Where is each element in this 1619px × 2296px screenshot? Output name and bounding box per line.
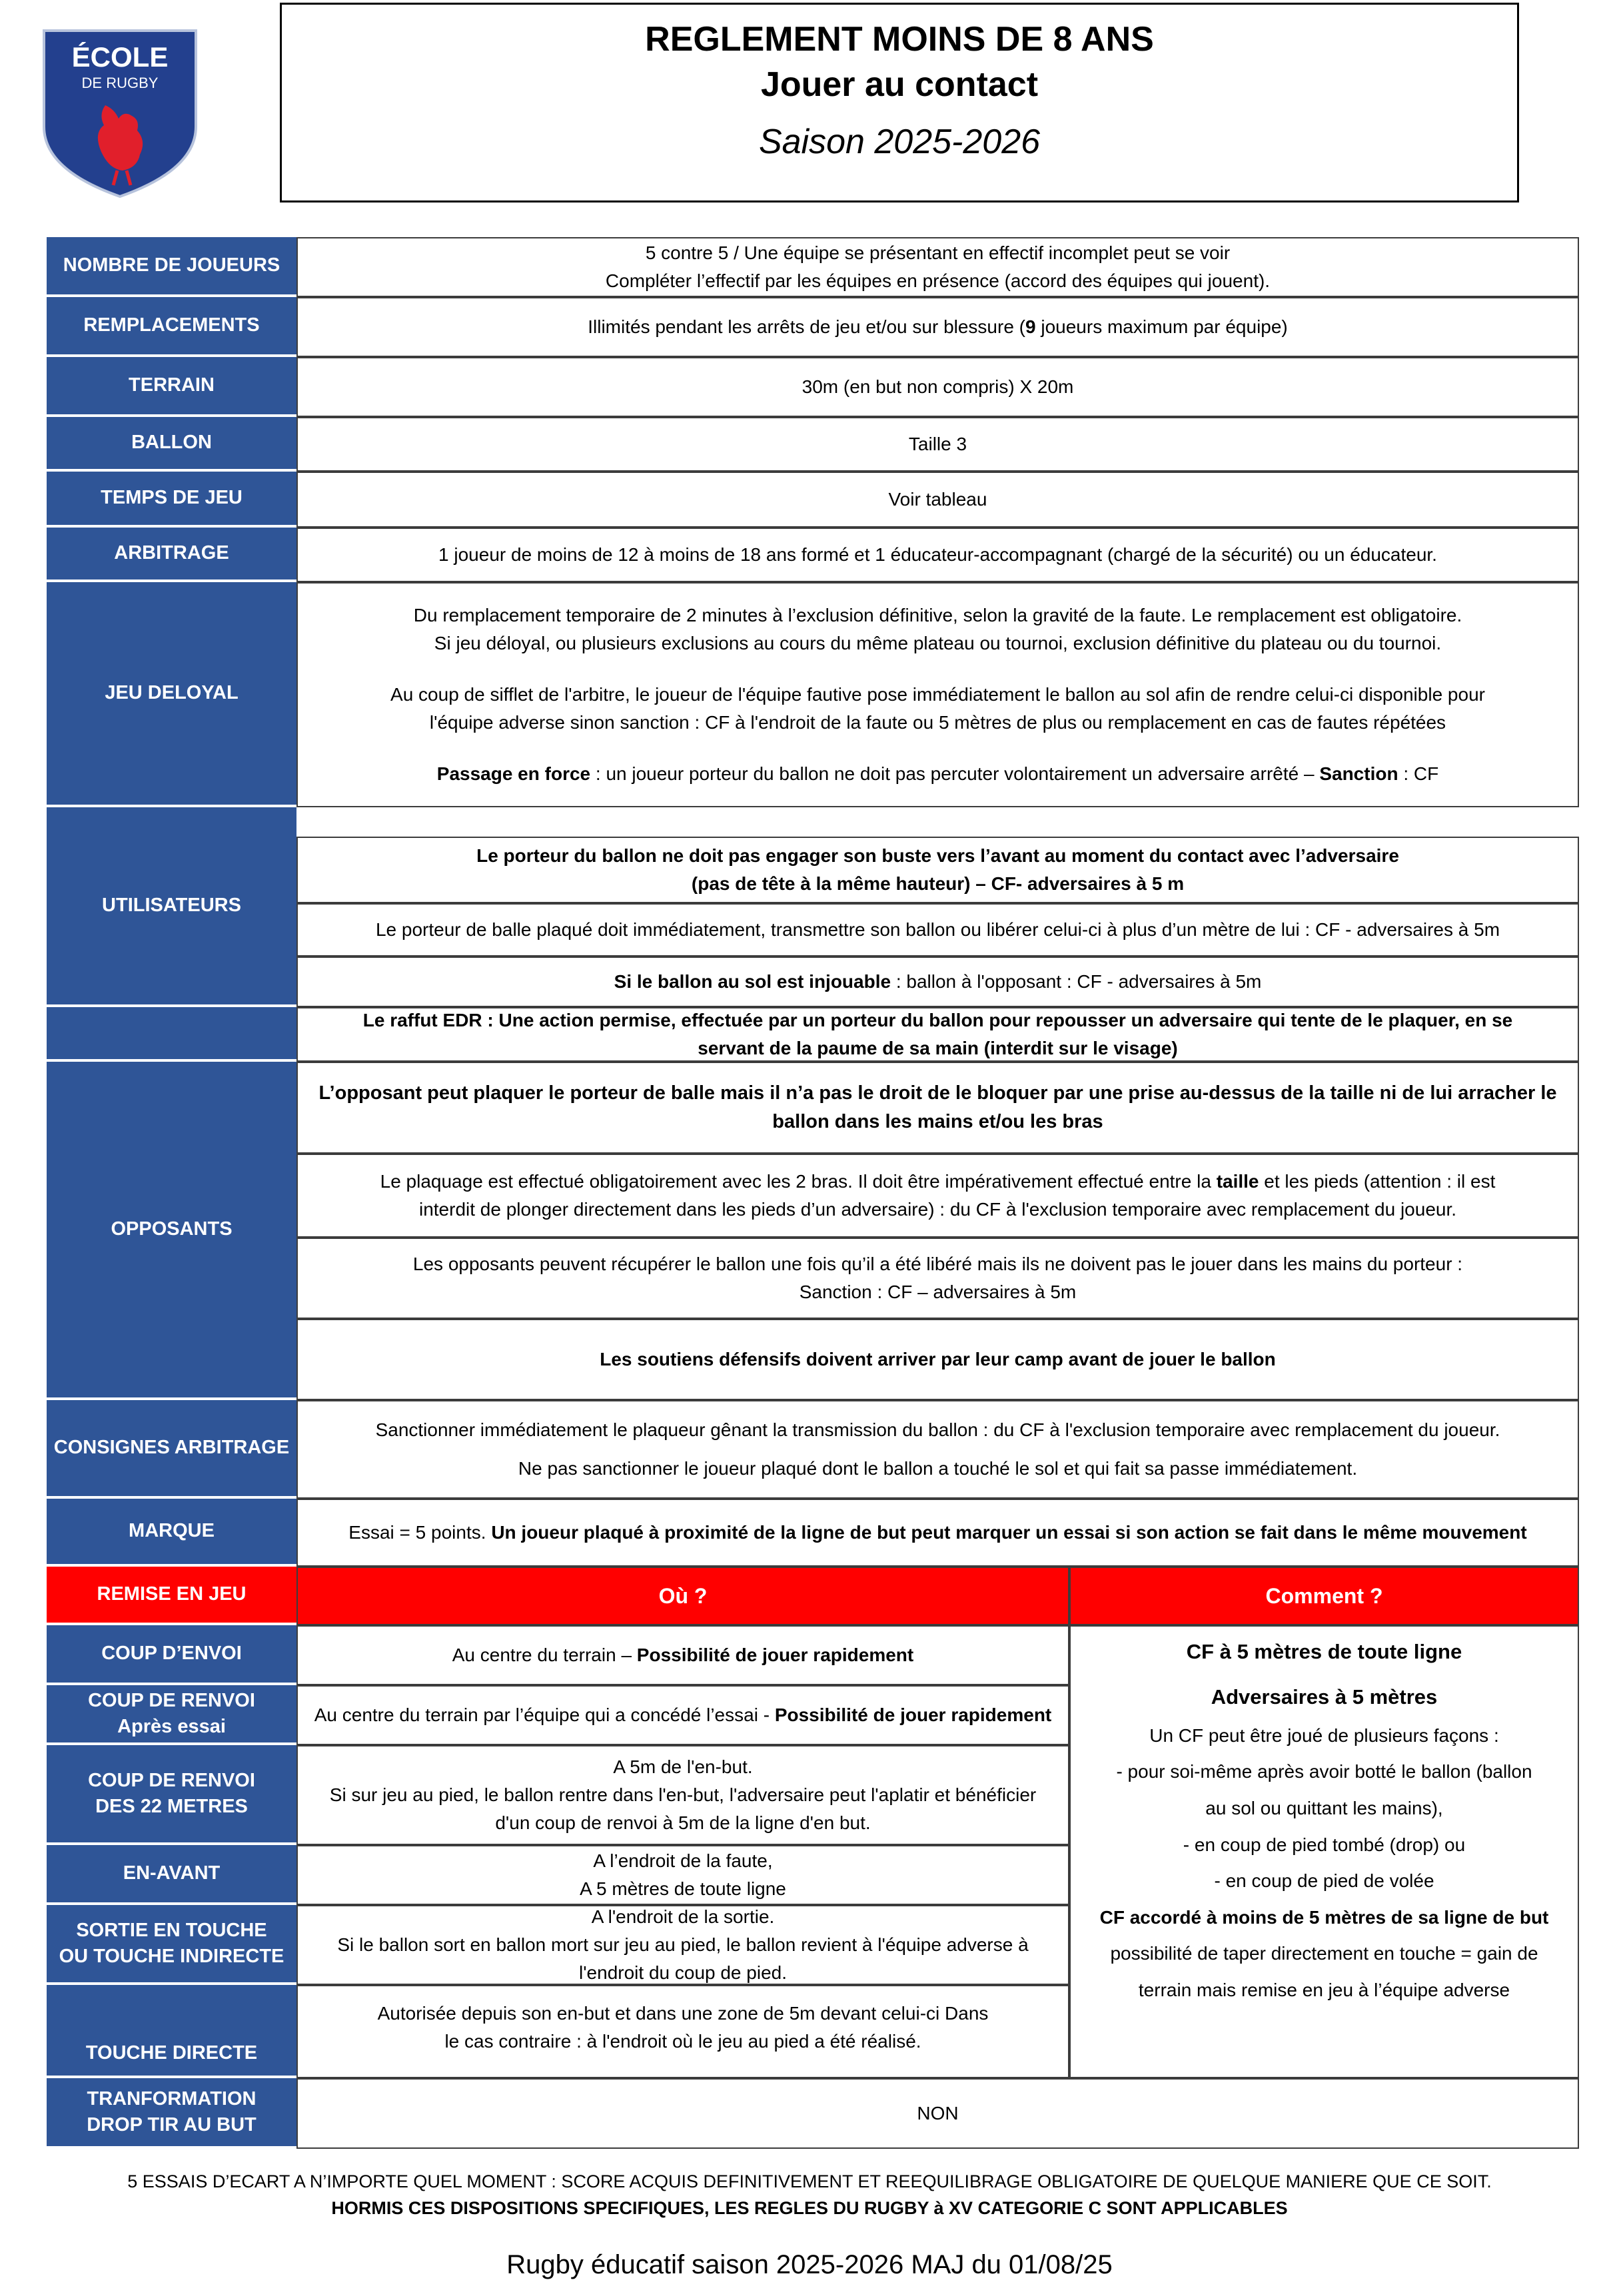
text-line (380, 1168, 1496, 1196)
comment-line: - pour soi-même après avoir botté le ballon (ballon (1116, 1761, 1532, 1782)
cell-jeu-deloyal (296, 582, 1579, 807)
comment-line: terrain mais remise en jeu à l’équipe adverse (1138, 1980, 1510, 2001)
comment-line: - en coup de pied tombé (drop) ou (1183, 1834, 1466, 1855)
text-line (588, 313, 1288, 341)
season-label: Saison 2025-2026 (758, 123, 1041, 161)
cell-opposants-plaquer (296, 1062, 1579, 1154)
text-line: interdit de plonger directement dans les pieds d’un adversaire) : du CF à l'exclusion temporaire avec remplacement du joueur. (418, 1199, 1457, 1220)
text-line (314, 1701, 1052, 1729)
cell-arbitrage (296, 528, 1579, 582)
footer-version: Rugby éducatif saison 2025-2026 MAJ du 01/08/25 (506, 2250, 1113, 2279)
label-line-1: SORTIE EN TOUCHE (76, 1919, 267, 1941)
label-line-1: COUP DE RENVOI (88, 1769, 255, 1791)
text-line (452, 1641, 913, 1669)
cell-touche-directe (296, 1985, 1069, 2078)
label-coup-d-envoi: COUP D’ENVOI (47, 1625, 296, 1685)
footer-note-bold: HORMIS CES DISPOSITIONS SPECIFIQUES, LES REGLES DU RUGBY à XV CATEGORIE C SONT APPLICABLES (331, 2198, 1288, 2218)
text-part: : ballon à l'opposant : CF - adversaires à 5m (891, 971, 1262, 992)
text-line: 30m (en but non compris) X 20m (802, 376, 1074, 397)
text-line: Ne pas sanctionner le joueur plaqué dont le ballon a touché le sol et qui fait sa passe immédiatement. (518, 1458, 1358, 1479)
bold-part: Possibilité de jouer rapidement (636, 1645, 914, 1665)
cell-coup-de-renvoi-22 (296, 1745, 1069, 1845)
bold-part: Sanction (1319, 763, 1398, 784)
text-line: l'équipe adverse sinon sanction : CF à l'endroit de la faute ou 5 mètres de plus ou remplacement en cas de fautes répétées (429, 711, 1446, 733)
comment-line-bold: CF accordé à moins de 5 mètres de sa ligne de but (1099, 1906, 1549, 1928)
comment-line: au sol ou quittant les mains), (1205, 1798, 1443, 1819)
cell-coup-d-envoi (296, 1625, 1069, 1685)
label-line-2: Après essai (117, 1716, 226, 1737)
cell-marque (296, 1499, 1579, 1567)
label-line-2: OU TOUCHE INDIRECTE (59, 1946, 284, 1967)
bold-part: Possibilité de jouer rapidement (774, 1705, 1052, 1725)
rooster-shield-icon (40, 27, 200, 200)
bold-part: Un joueur plaqué à proximité de la ligne de but peut marquer un essai si son action se fait dans le même mouvement (491, 1522, 1527, 1543)
label-nombre-joueurs: NOMBRE DE JOUEURS (47, 237, 296, 297)
cell-remplacements (296, 297, 1579, 357)
text-line: Les soutiens défensifs doivent arriver par leur camp avant de jouer le ballon (600, 1349, 1276, 1369)
text-line: Si sur jeu au pied, le ballon rentre dans l'en-but, l'adversaire peut l'aplatir et bénéficier (329, 1784, 1037, 1805)
label-utilisateurs: UTILISATEURS (47, 807, 296, 1007)
text-line: A l’endroit de la faute, (593, 1850, 773, 1871)
label-arbitrage: ARBITRAGE (47, 528, 296, 582)
text-line: Sanction : CF – adversaires à 5m (799, 1282, 1077, 1302)
comment-line: possibilité de taper directement en touche = gain de (1110, 1943, 1538, 1964)
text-line: Compléter l’effectif par les équipes en présence (accord des équipes qui jouent). (605, 270, 1271, 291)
text-line: Le raffut EDR : Une action permise, effectuée par un porteur du ballon pour repousser un adversaire qui tente de le plaquer, en se (362, 1010, 1513, 1030)
text-line: 5 contre 5 / Une équipe se présentant en effectif incomplet peut se voir (645, 242, 1231, 263)
label-line (59, 1918, 284, 1970)
text-part: Le plaquage est effectué obligatoirement avec les 2 bras. Il doit être impérativement effectué entre la (380, 1171, 1217, 1192)
label-line-1: COUP DE RENVOI (88, 1689, 255, 1711)
label-coup-de-renvoi (47, 1685, 296, 1745)
text-line: Du remplacement temporaire de 2 minutes à l’exclusion définitive, selon la gravité de la faute. Le remplacement est obligatoire. (413, 605, 1462, 626)
text-part: Essai = 5 points. (348, 1522, 492, 1543)
text-line: A 5m de l'en-but. (613, 1756, 753, 1777)
label-line (88, 1688, 255, 1740)
text-line: A l'endroit de la sortie. (591, 1906, 775, 1927)
label-marque: MARQUE (47, 1499, 296, 1567)
cell-opposants-plaquage (296, 1154, 1579, 1238)
text-part: et les pieds (attention : il est (1259, 1171, 1496, 1192)
text-line: servant de la paume de sa main (interdit sur le visage) (698, 1038, 1178, 1058)
label-terrain: TERRAIN (47, 357, 296, 417)
label-sortie-en-touche (47, 1905, 296, 1985)
label-temps-de-jeu: TEMPS DE JEU (47, 472, 296, 528)
label-transformation (47, 2078, 296, 2149)
cell-opposants-recuperer (296, 1238, 1579, 1319)
cell-transformation (296, 2078, 1579, 2149)
comment-heading-2: Adversaires à 5 mètres (1211, 1685, 1438, 1709)
paragraph-coup-de-sifflet (390, 681, 1485, 737)
header-ou: Où ? (296, 1567, 1069, 1625)
cell-utilisateurs-plaque (296, 903, 1579, 957)
text-line: L’opposant peut plaquer le porteur de balle mais il n’a pas le droit de le bloquer par une prise au-dessus de la taille ni de lui arracher le (318, 1082, 1557, 1104)
cell-utilisateurs-injouable (296, 957, 1579, 1007)
label-line-2: DES 22 METRES (95, 1796, 248, 1817)
label-jeu-deloyal: JEU DELOYAL (47, 582, 296, 807)
text-line: Voir tableau (888, 489, 987, 510)
bold-part: Passage en force (436, 763, 591, 784)
label-consignes-arbitrage: CONSIGNES ARBITRAGE (47, 1400, 296, 1499)
cell-opposants-soutiens (296, 1319, 1579, 1400)
comment-line: - en coup de pied de volée (1214, 1870, 1434, 1892)
document-header (280, 3, 1519, 202)
bold-part: Si le ballon au sol est injouable (614, 971, 891, 992)
cell-temps-de-jeu (296, 472, 1579, 528)
label-utilisateurs-raffut (47, 1007, 296, 1062)
text-line: 1 joueur de moins de 12 à moins de 18 ans formé et 1 éducateur-accompagnant (chargé de la sécurité) ou un éducateur. (438, 544, 1437, 565)
label-line (87, 2086, 257, 2138)
logo-word-ecole: ÉCOLE (71, 41, 169, 73)
cell-en-avant (296, 1845, 1069, 1905)
text-line: Taille 3 (908, 434, 967, 454)
text-line: Le porteur de balle plaqué doit immédiatement, transmettre son ballon ou libérer celui-ci à plus d’un mètre de lui : CF - adversaires à 5m (375, 919, 1500, 940)
label-remplacements: REMPLACEMENTS (47, 297, 296, 357)
cell-utilisateurs-raffut (296, 1007, 1579, 1062)
cell-consignes-arbitrage (296, 1400, 1579, 1499)
label-line (88, 1768, 255, 1820)
text-line (348, 1519, 1526, 1547)
text-line: Les opposants peuvent récupérer le ballon une fois qu’il a été libéré mais ils ne doivent pas le jouer dans les mains du porteur : (412, 1254, 1463, 1274)
text-line (614, 968, 1262, 996)
text-line: Autorisée depuis son en-but et dans une zone de 5m devant celui-ci Dans (377, 2003, 989, 2024)
text-part: Au centre du terrain par l’équipe qui a concédé l’essai - (314, 1705, 775, 1725)
comment-heading-1: CF à 5 mètres de toute ligne (1186, 1640, 1462, 1663)
text-part: : un joueur porteur du ballon ne doit pas percuter volontairement un adversaire arrêté – (590, 763, 1320, 784)
text-line: ballon dans les mains et/ou les bras (772, 1111, 1103, 1132)
text-line: Si le ballon sort en ballon mort sur jeu au pied, le ballon revient à l'équipe adverse à (337, 1934, 1029, 1955)
header-comment: Comment ? (1069, 1567, 1579, 1625)
paragraph-remplacement (414, 601, 1462, 657)
logo-word-rugby: DE RUGBY (81, 75, 159, 91)
text-part: Au centre du terrain – (452, 1645, 637, 1665)
cell-ballon (296, 417, 1579, 472)
bold-part: 9 (1025, 316, 1036, 337)
text-line: NON (917, 2103, 959, 2123)
document-title: REGLEMENT MOINS DE 8 ANS (645, 20, 1154, 59)
text-part: joueurs maximum par équipe) (1035, 316, 1288, 337)
footer-note: 5 ESSAIS D’ECART A N’IMPORTE QUEL MOMENT : SCORE ACQUIS DEFINITIVEMENT ET REEQUILIBRAGE OBLIGATOIRE DE QUELQUE MANIERE QUE CE SOIT. (127, 2171, 1492, 2191)
comment-line: Un CF peut être joué de plusieurs façons : (1149, 1724, 1499, 1746)
label-ballon: BALLON (47, 417, 296, 472)
document-subtitle: Jouer au contact (760, 65, 1039, 104)
text-part: Illimités pendant les arrêts de jeu et/ou sur blessure ( (588, 316, 1026, 337)
cell-terrain (296, 357, 1579, 417)
label-coup-de-renvoi-22 (47, 1745, 296, 1845)
ecole-de-rugby-logo (40, 27, 200, 200)
label-en-avant: EN-AVANT (47, 1845, 296, 1905)
cell-nombre-joueurs (296, 237, 1579, 297)
text-part: : CF (1398, 763, 1439, 784)
label-touche-directe: TOUCHE DIRECTE (47, 1985, 296, 2078)
cell-sortie-en-touche (296, 1905, 1069, 1985)
bold-part: taille (1216, 1171, 1259, 1192)
label-line-2: DROP TIR AU BUT (87, 2114, 257, 2135)
text-line: le cas contraire : à l'endroit où le jeu au pied a été réalisé. (444, 2031, 921, 2052)
text-line: d'un coup de renvoi à 5m de la ligne d'en but. (495, 1812, 871, 1833)
cell-coup-de-renvoi (296, 1685, 1069, 1745)
text-line: (pas de tête à la même hauteur) – CF- adversaires à 5 m (691, 873, 1185, 894)
cell-utilisateurs-buste (296, 837, 1579, 903)
text-line: l'endroit du coup de pied. (578, 1962, 788, 1983)
label-opposants: OPPOSANTS (47, 1062, 296, 1400)
label-remise-en-jeu: REMISE EN JEU (47, 1567, 296, 1625)
text-line: Au coup de sifflet de l'arbitre, le joueur de l'équipe fautive pose immédiatement le ballon au sol afin de rendre celui-ci disponible pour (390, 683, 1485, 705)
text-line: Si jeu déloyal, ou plusieurs exclusions au cours du même plateau ou tournoi, exclusion définitive du plateau ou du tournoi. (434, 633, 1442, 654)
text-line: Sanctionner immédiatement le plaqueur gênant la transmission du ballon : du CF à l'exclusion temporaire avec remplacement du joueur. (375, 1419, 1500, 1440)
cell-comment (1069, 1625, 1579, 2078)
text-line: A 5 mètres de toute ligne (580, 1878, 786, 1899)
label-line-1: TRANFORMATION (87, 2088, 257, 2109)
text-line: Le porteur du ballon ne doit pas engager son buste vers l’avant au moment du contact avec l’adversaire (476, 845, 1399, 866)
paragraph-passage-en-force (437, 760, 1438, 788)
